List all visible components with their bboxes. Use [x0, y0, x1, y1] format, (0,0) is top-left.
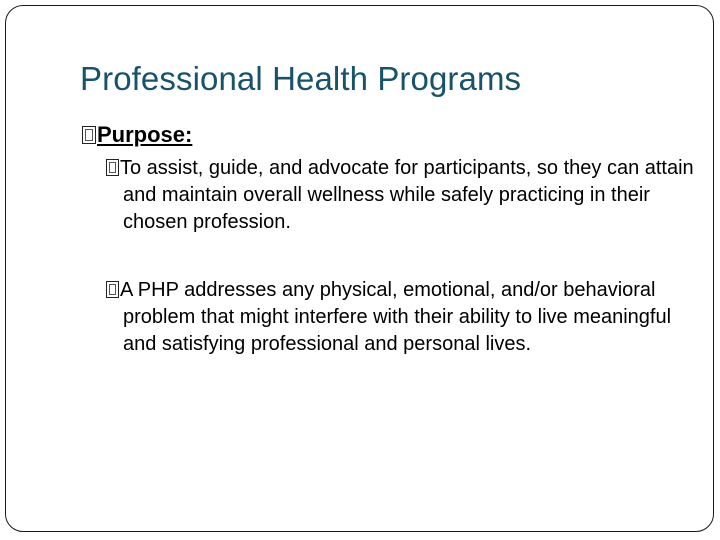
box-bullet-icon [106, 159, 119, 176]
sub-bullet-text: A PHP addresses any physical, emotional, and/or behavioral problem that might interfere with their ability to live meaningful and satisfying professional and personal lives. [120, 279, 672, 355]
box-bullet-icon [82, 126, 96, 144]
sub-bullet-purpose [106, 155, 703, 236]
slide-title: Professional Health Programs [80, 60, 522, 97]
heading-bullet-label: Purpose: [97, 122, 193, 147]
sub-bullet-scope [106, 277, 703, 358]
heading-bullet [82, 122, 192, 148]
box-bullet-icon [106, 281, 119, 298]
sub-bullet-text: To assist, guide, and advocate for participants, so they can attain and maintain overall wellness while safely practicing in their chosen profession. [120, 157, 694, 233]
